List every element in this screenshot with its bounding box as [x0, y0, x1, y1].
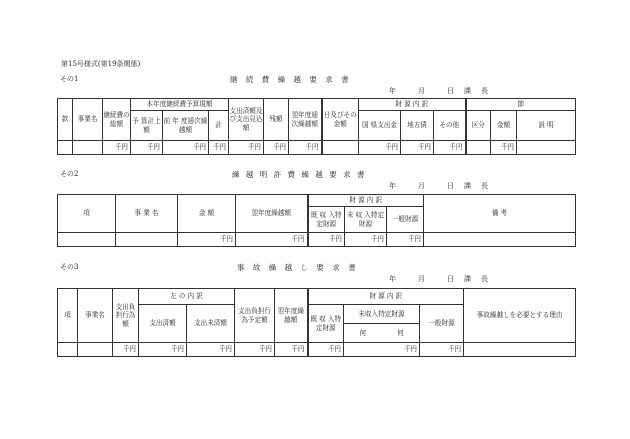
cell-project[interactable]: [78, 343, 113, 357]
header-remarks: 備 考: [424, 195, 576, 233]
header-fin-group: 財 源 内 訳: [308, 289, 464, 305]
cell-national-unit[interactable]: 千円: [359, 141, 401, 155]
cell-unpaid-unit[interactable]: 千円: [187, 343, 235, 357]
carryover-permit-table: [57, 194, 576, 247]
header-reason: 事故繰越しを必要とする理由: [464, 289, 576, 343]
section1-label: その1: [60, 75, 79, 83]
section2-date-line: 年 月 日 課 長: [389, 182, 488, 190]
cell-not-yet-unit[interactable]: 千円: [345, 233, 387, 247]
header-breakdown-group: 左 の 内 訳: [139, 289, 235, 305]
cell-budget-unit[interactable]: 千円: [131, 141, 163, 155]
header-not-yet-block: [344, 305, 420, 343]
section1-title: 継 続 費 繰 越 要 求 書: [230, 75, 352, 84]
header-existing: 既 収 入特定財源: [308, 207, 345, 233]
cell-paid-unit[interactable]: 千円: [139, 343, 187, 357]
header-division: 区分: [466, 111, 491, 141]
cell-local-bond-unit[interactable]: 千円: [401, 141, 434, 155]
cell-existing-unit[interactable]: 千円: [308, 343, 344, 357]
header-project: 事業名: [73, 99, 103, 141]
header-budget-amount: 予 算計上額: [131, 111, 163, 141]
cell-not-yet-unit[interactable]: 千円: [344, 343, 420, 357]
header-not-yet: 未 収 入特定財源: [345, 207, 387, 233]
header-explanation: 説 明: [517, 111, 576, 141]
cell-explanation[interactable]: [517, 141, 576, 155]
header-local-bond: 地方債: [401, 111, 434, 141]
cell-existing-unit[interactable]: 千円: [308, 233, 345, 247]
cell-amount-unit[interactable]: 千円: [491, 141, 517, 155]
header-item: 項: [58, 195, 116, 233]
cell-planned-unit[interactable]: 千円: [235, 343, 275, 357]
header-fin-group: 財 源 内 訳: [308, 195, 424, 207]
header-general: 一般財源: [387, 207, 424, 233]
header-national: 国 県支出金: [359, 111, 401, 141]
cell-burden-unit[interactable]: 千円: [113, 343, 139, 357]
header-existing: 既 収 入特定財源: [308, 305, 344, 343]
header-sum: 計: [209, 111, 229, 141]
cell-project[interactable]: [73, 141, 103, 155]
section2-title: 繰 越 明 許 費 繰 越 要 求 書: [232, 170, 367, 179]
header-total: 継続費の総額: [103, 99, 131, 141]
cell-general-unit[interactable]: 千円: [420, 343, 464, 357]
header-project: 事 業 名: [116, 195, 178, 233]
cell-amount-unit[interactable]: 千円: [178, 233, 236, 247]
cell-remarks[interactable]: [424, 233, 576, 247]
header-amount: 金額: [491, 111, 517, 141]
header-amount: 金 額: [178, 195, 236, 233]
cell-next-carry-unit[interactable]: 千円: [236, 233, 308, 247]
cell-item[interactable]: [58, 233, 116, 247]
cell-prev-carry-unit[interactable]: 千円: [163, 141, 209, 155]
cell-remaining-unit[interactable]: 千円: [264, 141, 289, 155]
header-nani-row: [344, 324, 419, 342]
cell-division[interactable]: [466, 141, 491, 155]
header-ken: 款: [58, 99, 73, 141]
header-prev-carry: 前 年 度逓次繰越額: [163, 111, 209, 141]
header-item: 項: [58, 289, 78, 343]
header-misc: 日及びその金額: [322, 99, 359, 141]
cell-project[interactable]: [116, 233, 178, 247]
cell-misc[interactable]: [322, 141, 359, 155]
header-next-carry: 翌年度繰越額: [236, 195, 308, 233]
accident-carryover-table: [57, 288, 576, 357]
header-paid: 支出済額: [139, 305, 187, 343]
cell-sum-unit[interactable]: 千円: [209, 141, 229, 155]
continuing-expense-table: [57, 98, 576, 155]
header-unpaid: 支出未済額: [187, 305, 235, 343]
cell-ken[interactable]: [58, 141, 73, 155]
header-project: 事業名: [78, 289, 113, 343]
cell-next-carry-unit[interactable]: 千円: [275, 343, 308, 357]
header-planned: 支出負担行為予定額: [235, 289, 275, 343]
header-nani-left: 何: [359, 329, 367, 337]
header-other: その他: [434, 111, 466, 141]
section3-label: その3: [60, 263, 79, 271]
header-paid-plan: 支出済額及び支出見込額: [229, 99, 264, 141]
section1-date-line: 年 月 日 課 長: [389, 87, 488, 95]
header-remaining: 残額: [264, 99, 289, 141]
cell-general-unit[interactable]: 千円: [387, 233, 424, 247]
header-setsu-group: 節: [466, 99, 576, 111]
cell-paid-unit[interactable]: 千円: [229, 141, 264, 155]
section3-date-line: 年 月 日 課 長: [389, 275, 488, 283]
header-fin-group: 財 源 内 訳: [359, 99, 466, 111]
header-not-yet: 未収入特定財源: [344, 305, 419, 324]
header-this-year-group: 本年度継続費予算現額: [131, 99, 229, 111]
header-general: 一般財源: [420, 305, 464, 343]
section2-label: その2: [60, 170, 79, 178]
cell-total-unit[interactable]: 千円: [103, 141, 131, 155]
cell-reason[interactable]: [464, 343, 576, 357]
header-next-carry: 翌年度繰越額: [275, 289, 308, 343]
cell-other-unit[interactable]: 千円: [434, 141, 466, 155]
cell-item[interactable]: [58, 343, 78, 357]
cell-next-carry-unit[interactable]: 千円: [289, 141, 322, 155]
header-next-carry: 翌年度逓次繰越額: [289, 99, 322, 141]
header-burden: 支出負担行為額: [113, 289, 139, 343]
section3-title: 事 故 繰 越 し 要 求 書: [237, 263, 359, 272]
form-title: 第15号様式(第19条関係): [61, 60, 141, 68]
header-nani-right: 何: [396, 329, 404, 337]
